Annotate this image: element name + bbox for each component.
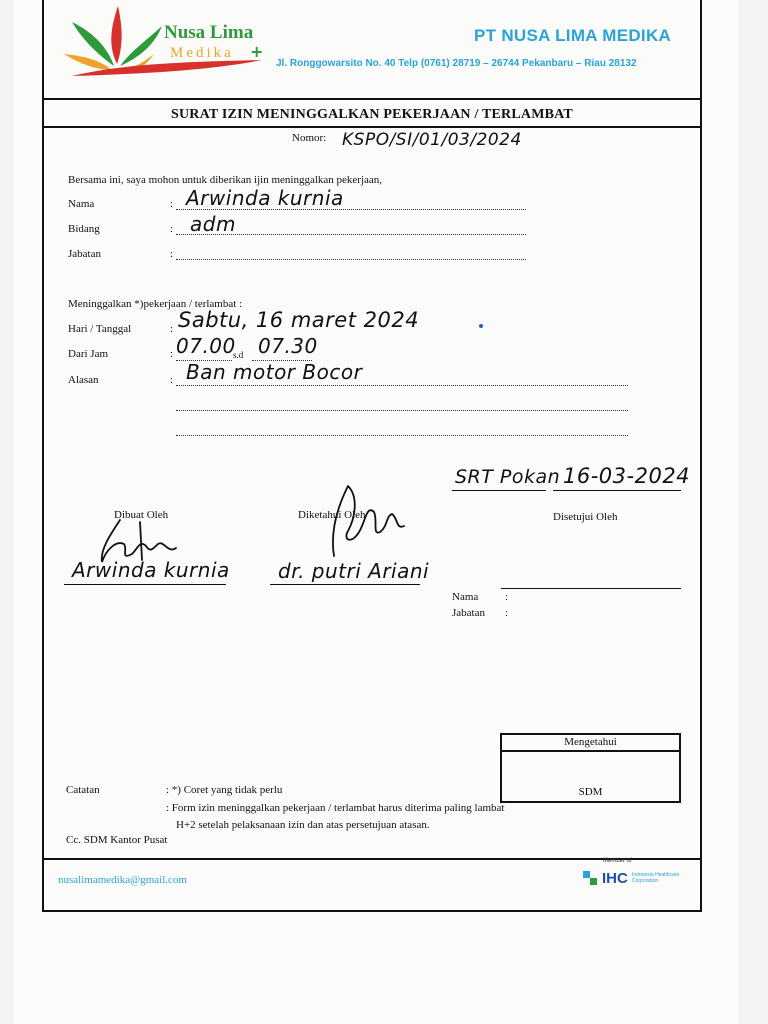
dari-jam-label: Dari Jam (68, 348, 109, 360)
diketahui-name: dr. putri Ariani (278, 559, 430, 583)
header-divider (44, 98, 700, 100)
alasan-value: Ban motor Bocor (186, 360, 363, 384)
disetujui-jabatan-label: Jabatan (452, 607, 485, 619)
company-name: PT NUSA LIMA MEDIKA (474, 26, 672, 45)
svg-text:+: + (250, 42, 264, 61)
title-divider (44, 126, 700, 128)
jabatan-line (176, 259, 526, 260)
footer-email: nusalimamedika@gmail.com (58, 874, 187, 886)
ihc-icon (580, 868, 600, 888)
logo-text-medika: Medika (170, 45, 234, 61)
ihc-subtitle-2: Corporation (632, 878, 659, 884)
nomor-value: KSPO/SI/01/03/2024 (342, 130, 522, 150)
disetujui-signature-line (501, 588, 681, 589)
note-line-3: H+2 setelah pelaksanaan izin dan atas persetujuan atasan. (176, 819, 430, 831)
jam-to-value: 07.30 (258, 334, 318, 358)
bidang-label: Bidang (68, 223, 100, 235)
alasan-line-2 (176, 410, 628, 411)
note-line-1: : *) Coret yang tidak perlu (166, 784, 283, 796)
alasan-label: Alasan (68, 374, 99, 386)
nama-value: Arwinda kurnia (186, 186, 344, 210)
company-address: Jl. Ronggowarsito No. 40 Telp (0761) 28719 – 26744 Pekanbaru – Riau 28132 (276, 58, 637, 69)
dibuat-oleh-label: Dibuat Oleh (114, 509, 169, 521)
nama-label: Nama (68, 198, 95, 210)
company-logo (62, 4, 272, 84)
member-of-label: Member of (603, 858, 632, 864)
ihc-label: IHC (602, 870, 628, 887)
diketahui-oleh-label: Diketahui Oleh (298, 509, 366, 521)
alasan-line-3 (176, 435, 628, 436)
nomor-label: Nomor: (292, 132, 327, 144)
catatan-label: Catatan (66, 784, 100, 796)
jabatan-label: Jabatan (68, 248, 101, 260)
sdm-label: SDM (578, 786, 603, 798)
jam-from-value: 07.00 (176, 334, 236, 358)
date-value: 16-03-2024 (563, 464, 691, 488)
hari-value: Sabtu, 16 maret 2024 (178, 308, 420, 332)
leave-heading: Meninggalkan *)pekerjaan / terlambat : (68, 298, 243, 310)
logo-text-nusa-lima: Nusa Lima (164, 22, 254, 43)
form-title: SURAT IZIN MENINGGALKAN PEKERJAAN / TERLAMBAT (171, 107, 573, 122)
alasan-line-1 (176, 385, 628, 386)
disetujui-oleh-label: Disetujui Oleh (553, 511, 618, 523)
place-value: SRT Pokan (455, 466, 561, 488)
hari-label: Hari / Tanggal (68, 323, 132, 335)
signature-diketahui (318, 476, 418, 566)
ink-dot (479, 324, 483, 328)
cc-text: Cc. SDM Kantor Pusat (66, 834, 168, 846)
dibuat-name: Arwinda kurnia (72, 558, 230, 582)
ihc-badge (578, 858, 688, 894)
note-line-2: : Form izin meninggalkan pekerjaan / terlambat harus diterima paling lambat (166, 802, 505, 814)
disetujui-nama-label: Nama (452, 591, 479, 603)
bidang-value: adm (190, 212, 236, 236)
mengetahui-label: Mengetahui (564, 736, 617, 748)
intro-text: Bersama ini, saya mohon untuk diberikan ijin meninggalkan pekerjaan, (68, 174, 383, 186)
jam-sd-label: s.d (233, 350, 244, 360)
leaf-logo-icon (62, 4, 272, 84)
ihc-subtitle-1: Indonesia Healthcare (632, 872, 680, 878)
